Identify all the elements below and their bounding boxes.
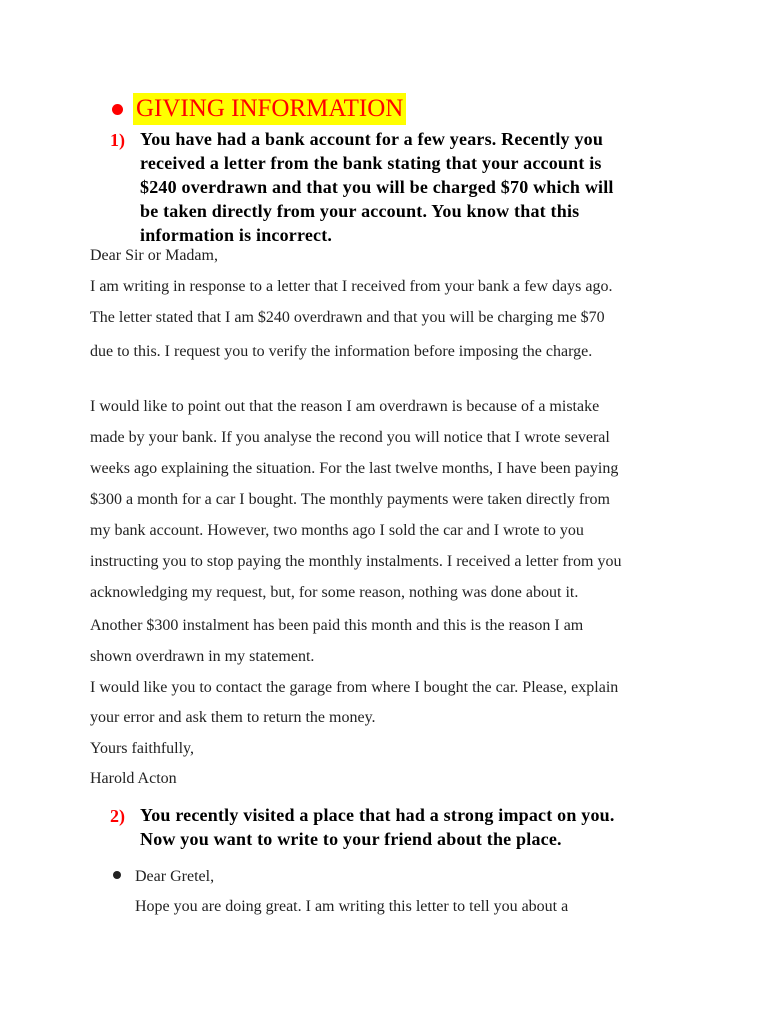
letter-1-line: Another $300 instalment has been paid this month and this is the reason I am: [90, 617, 584, 634]
letter-1-line: due to this. I request you to verify the information before imposing the charge.: [90, 343, 593, 360]
task-1-number: 1): [110, 130, 125, 150]
letter-1-line: $300 a month for a car I bought. The monthly payments were taken directly from: [90, 491, 610, 508]
task-1-line: You have had a bank account for a few years. Recently you: [140, 129, 604, 149]
letter-1-line: Dear Sir or Madam,: [90, 247, 218, 264]
letter-1-line: weeks ago explaining the situation. For the last twelve months, I have been paying: [90, 460, 619, 477]
letter-1-line: acknowledging my request, but, for some reason, nothing was done about it.: [90, 584, 579, 601]
letter-1-line: Yours faithfully,: [90, 740, 195, 757]
letter-2-line: Hope you are doing great. I am writing this letter to tell you about a: [135, 898, 569, 915]
letter-1-line: your error and ask them to return the money.: [90, 709, 376, 726]
task-2-line: Now you want to write to your friend about the place.: [140, 829, 562, 849]
letter-1-line: I am writing in response to a letter that I received from your bank a few days ago.: [90, 278, 613, 295]
task-1-line: information is incorrect.: [140, 225, 333, 245]
heading-bullet-icon: [112, 104, 123, 115]
letter-2-line: Dear Gretel,: [135, 868, 215, 885]
letter-2-bullet-icon: [113, 871, 121, 879]
task-2-number: 2): [110, 806, 125, 826]
letter-1-line: I would like to point out that the reason I am overdrawn is because of a mistake: [90, 398, 600, 415]
task-1-line: received a letter from the bank stating that your account is: [140, 153, 602, 173]
letter-1-line: my bank account. However, two months ago I sold the car and I wrote to you: [90, 522, 584, 539]
letter-1-line: The letter stated that I am $240 overdrawn and that you will be charging me $70: [90, 309, 605, 326]
section-heading: GIVING INFORMATION: [133, 93, 406, 125]
letter-1-line: made by your bank. If you analyse the recond you will notice that I wrote several: [90, 429, 610, 446]
letter-1-line: I would like you to contact the garage from where I bought the car. Please, explain: [90, 679, 619, 696]
letter-1-line: shown overdrawn in my statement.: [90, 648, 315, 665]
letter-1-signature: Harold Acton: [90, 770, 177, 787]
task-1-line: $240 overdrawn and that you will be charged $70 which will: [140, 177, 614, 197]
task-2-line: You recently visited a place that had a strong impact on you.: [140, 805, 615, 825]
task-1-line: be taken directly from your account. You know that this: [140, 201, 580, 221]
letter-1-line: instructing you to stop paying the monthly instalments. I received a letter from you: [90, 553, 622, 570]
